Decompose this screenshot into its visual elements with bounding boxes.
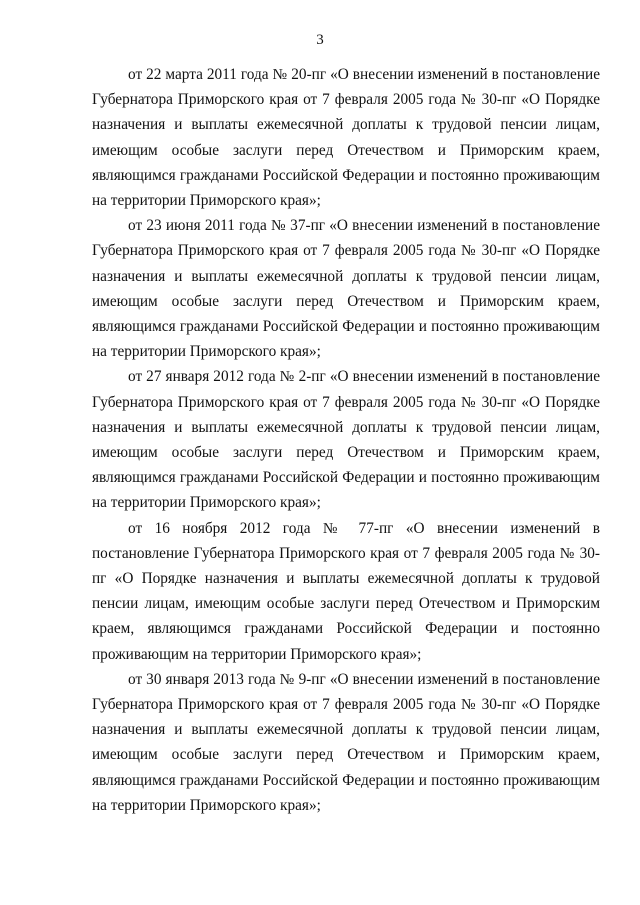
decree-paragraph-3: от 27 января 2012 года № 2-пг «О внесении изменений в постановление Губернатора Приморского края от 7 февраля 2005 года № 30-пг «О Порядке назначения и выплаты ежемесячной доплаты к трудовой пенсии лицам, имеющим особые заслуги перед Отечеством и Приморским краем, являющимся гражданами Российской Федерации и постоянно проживающим на территории Приморского края»; bbox=[92, 368, 600, 512]
decree-paragraph-2: от 23 июня 2011 года № 37-пг «О внесении изменений в постановление Губернатора Приморского края от 7 февраля 2005 года № 30-пг «О Порядке назначения и выплаты ежемесячной доплаты к трудовой пенсии лицам, имеющим особые заслуги перед Отечеством и Приморским краем, являющимся гражданами Российской Федерации и постоянно проживающим на территории Приморского края»; bbox=[92, 217, 600, 361]
decree-paragraph-5: от 30 января 2013 года № 9-пг «О внесении изменений в постановление Губернатора Приморского края от 7 февраля 2005 года № 30-пг «О Порядке назначения и выплаты ежемесячной доплаты к трудовой пенсии лицам, имеющим особые заслуги перед Отечеством и Приморским краем, являющимся гражданами Российской Федерации и постоянно проживающим на территории Приморского края»; bbox=[92, 670, 600, 814]
page-number: 3 bbox=[316, 32, 324, 48]
document-body bbox=[92, 62, 600, 818]
decree-paragraph-1: от 22 марта 2011 года № 20-пг «О внесении изменений в постановление Губернатора Приморского края от 7 февраля 2005 года № 30-пг «О Порядке назначения и выплаты ежемесячной доплаты к трудовой пенсии лицам, имеющим особые заслуги перед Отечеством и Приморским краем, являющимся гражданами Российской Федерации и постоянно проживающим на территории Приморского края»; bbox=[92, 66, 600, 210]
decree-paragraph-4: от 16 ноября 2012 года № 77-пг «О внесении изменений в постановление Губернатора Приморского края от 7 февраля 2005 года № 30-пг «О Порядке назначения и выплаты ежемесячной доплаты к трудовой пенсии лицам, имеющим особые заслуги перед Отечеством и Приморским краем, являющимся гражданами Российской Федерации и постоянно проживающим на территории Приморского края»; bbox=[92, 519, 600, 663]
